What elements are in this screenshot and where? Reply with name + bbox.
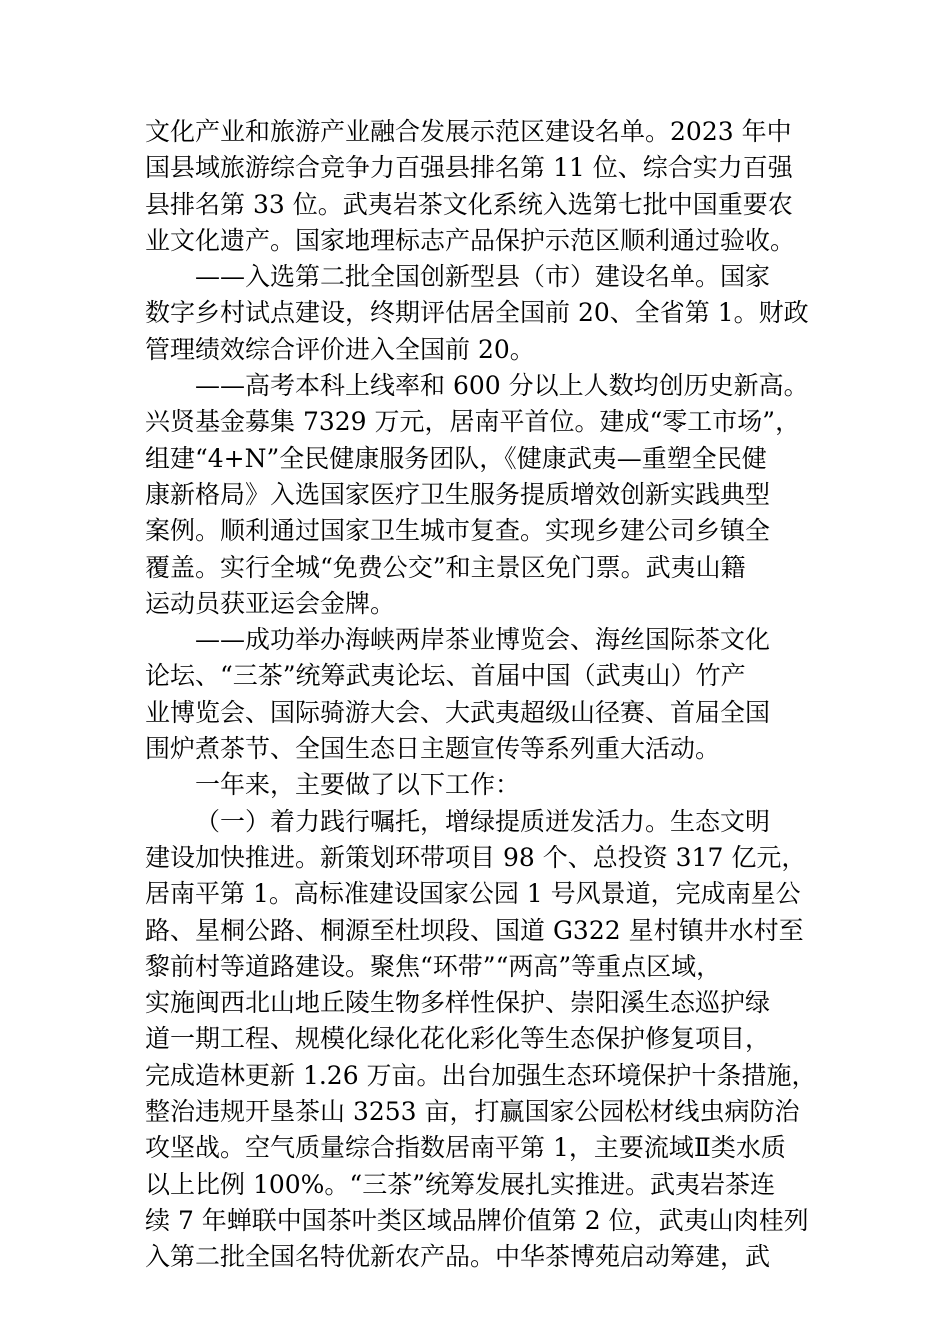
text-line: 入第二批全国名特优新农产品。中华茶博苑启动筹建，武 — [145, 1242, 771, 1272]
text-line: 围炉煮茶节、全国生态日主题宣传等系列重大活动。 — [145, 734, 721, 764]
document-page — [145, 114, 835, 1276]
text-line: 论坛、“三茶”统筹武夷论坛、首届中国（武夷山）竹产 — [145, 661, 746, 691]
text-line: 康新格局》入选国家医疗卫生服务提质增效创新实践典型 — [145, 479, 771, 509]
text-line: 建设加快推进。新策划环带项目 98 个、总投资 317 亿元， — [145, 842, 807, 872]
text-line: 业文化遗产。国家地理标志产品保护示范区顺利通过验收。 — [145, 225, 796, 255]
text-line: 数字乡村试点建设，终期评估居全国前 20、全省第 1。财政 — [145, 298, 809, 328]
text-line: 兴贤基金募集 7329 万元，居南平首位。建成“零工市场”， — [145, 407, 801, 437]
text-line: 文化产业和旅游产业融合发展示范区建设名单。2023 年中 — [145, 117, 792, 146]
text-line: 道一期工程、规模化绿化花化彩化等生态保护修复项目， — [145, 1024, 771, 1054]
paragraph-first-line: ——成功举办海峡两岸茶业博览会、海丝国际茶文化 — [195, 625, 771, 655]
text-line: 整治违规开垦茶山 3253 亩，打赢国家公园松材线虫病防治 — [145, 1097, 800, 1127]
text-line: 居南平第 1。高标准建设国家公园 1 号风景道，完成南星公 — [145, 879, 801, 909]
text-line: 攻坚战。空气质量综合指数居南平第 1，主要流域Ⅱ类水质 — [145, 1133, 786, 1163]
text-line: 管理绩效综合评价进入全国前 20。 — [145, 334, 535, 364]
text-line: 实施闽西北山地丘陵生物多样性保护、崇阳溪生态巡护绿 — [145, 988, 771, 1018]
paragraph-first-line: （一）着力践行嘱托，增绿提质迸发活力。生态文明 — [195, 806, 771, 836]
text-line: 组建“4+N”全民健康服务团队，《健康武夷—重塑全民健 — [145, 443, 767, 473]
paragraph-first-line: ——入选第二批全国创新型县（市）建设名单。国家 — [195, 262, 771, 292]
text-line: 国县域旅游综合竞争力百强县排名第 11 位、综合实力百强 — [145, 153, 793, 183]
text-line: 完成造林更新 1.26 万亩。出台加强生态环境保护十条措施， — [145, 1060, 817, 1090]
paragraph-first-line: 一年来，主要做了以下工作： — [195, 770, 521, 800]
text-line: 案例。顺利通过国家卫生城市复查。实现乡建公司乡镇全 — [145, 516, 771, 546]
paragraph-first-line: ——高考本科上线率和 600 分以上人数均创历史新高。 — [195, 371, 809, 401]
text-line: 县排名第 33 位。武夷岩茶文化系统入选第七批中国重要农 — [145, 189, 793, 219]
text-line: 路、星桐公路、桐源至杜坝段、国道 G322 星村镇井水村至 — [145, 915, 804, 945]
text-line: 运动员获亚运会金牌。 — [145, 588, 396, 618]
text-line: 覆盖。实行全城“免费公交”和主景区免门票。武夷山籍 — [145, 552, 746, 582]
text-line: 以上比例 100%。“三茶”统筹发展扎实推进。武夷岩茶连 — [145, 1169, 775, 1199]
text-line: 业博览会、国际骑游大会、大武夷超级山径赛、首届全国 — [145, 697, 771, 727]
text-line: 黎前村等道路建设。聚焦“环带”“两高”等重点区域， — [145, 951, 722, 981]
text-line: 续 7 年蝉联中国茶叶类区域品牌价值第 2 位，武夷山肉桂列 — [145, 1205, 809, 1235]
